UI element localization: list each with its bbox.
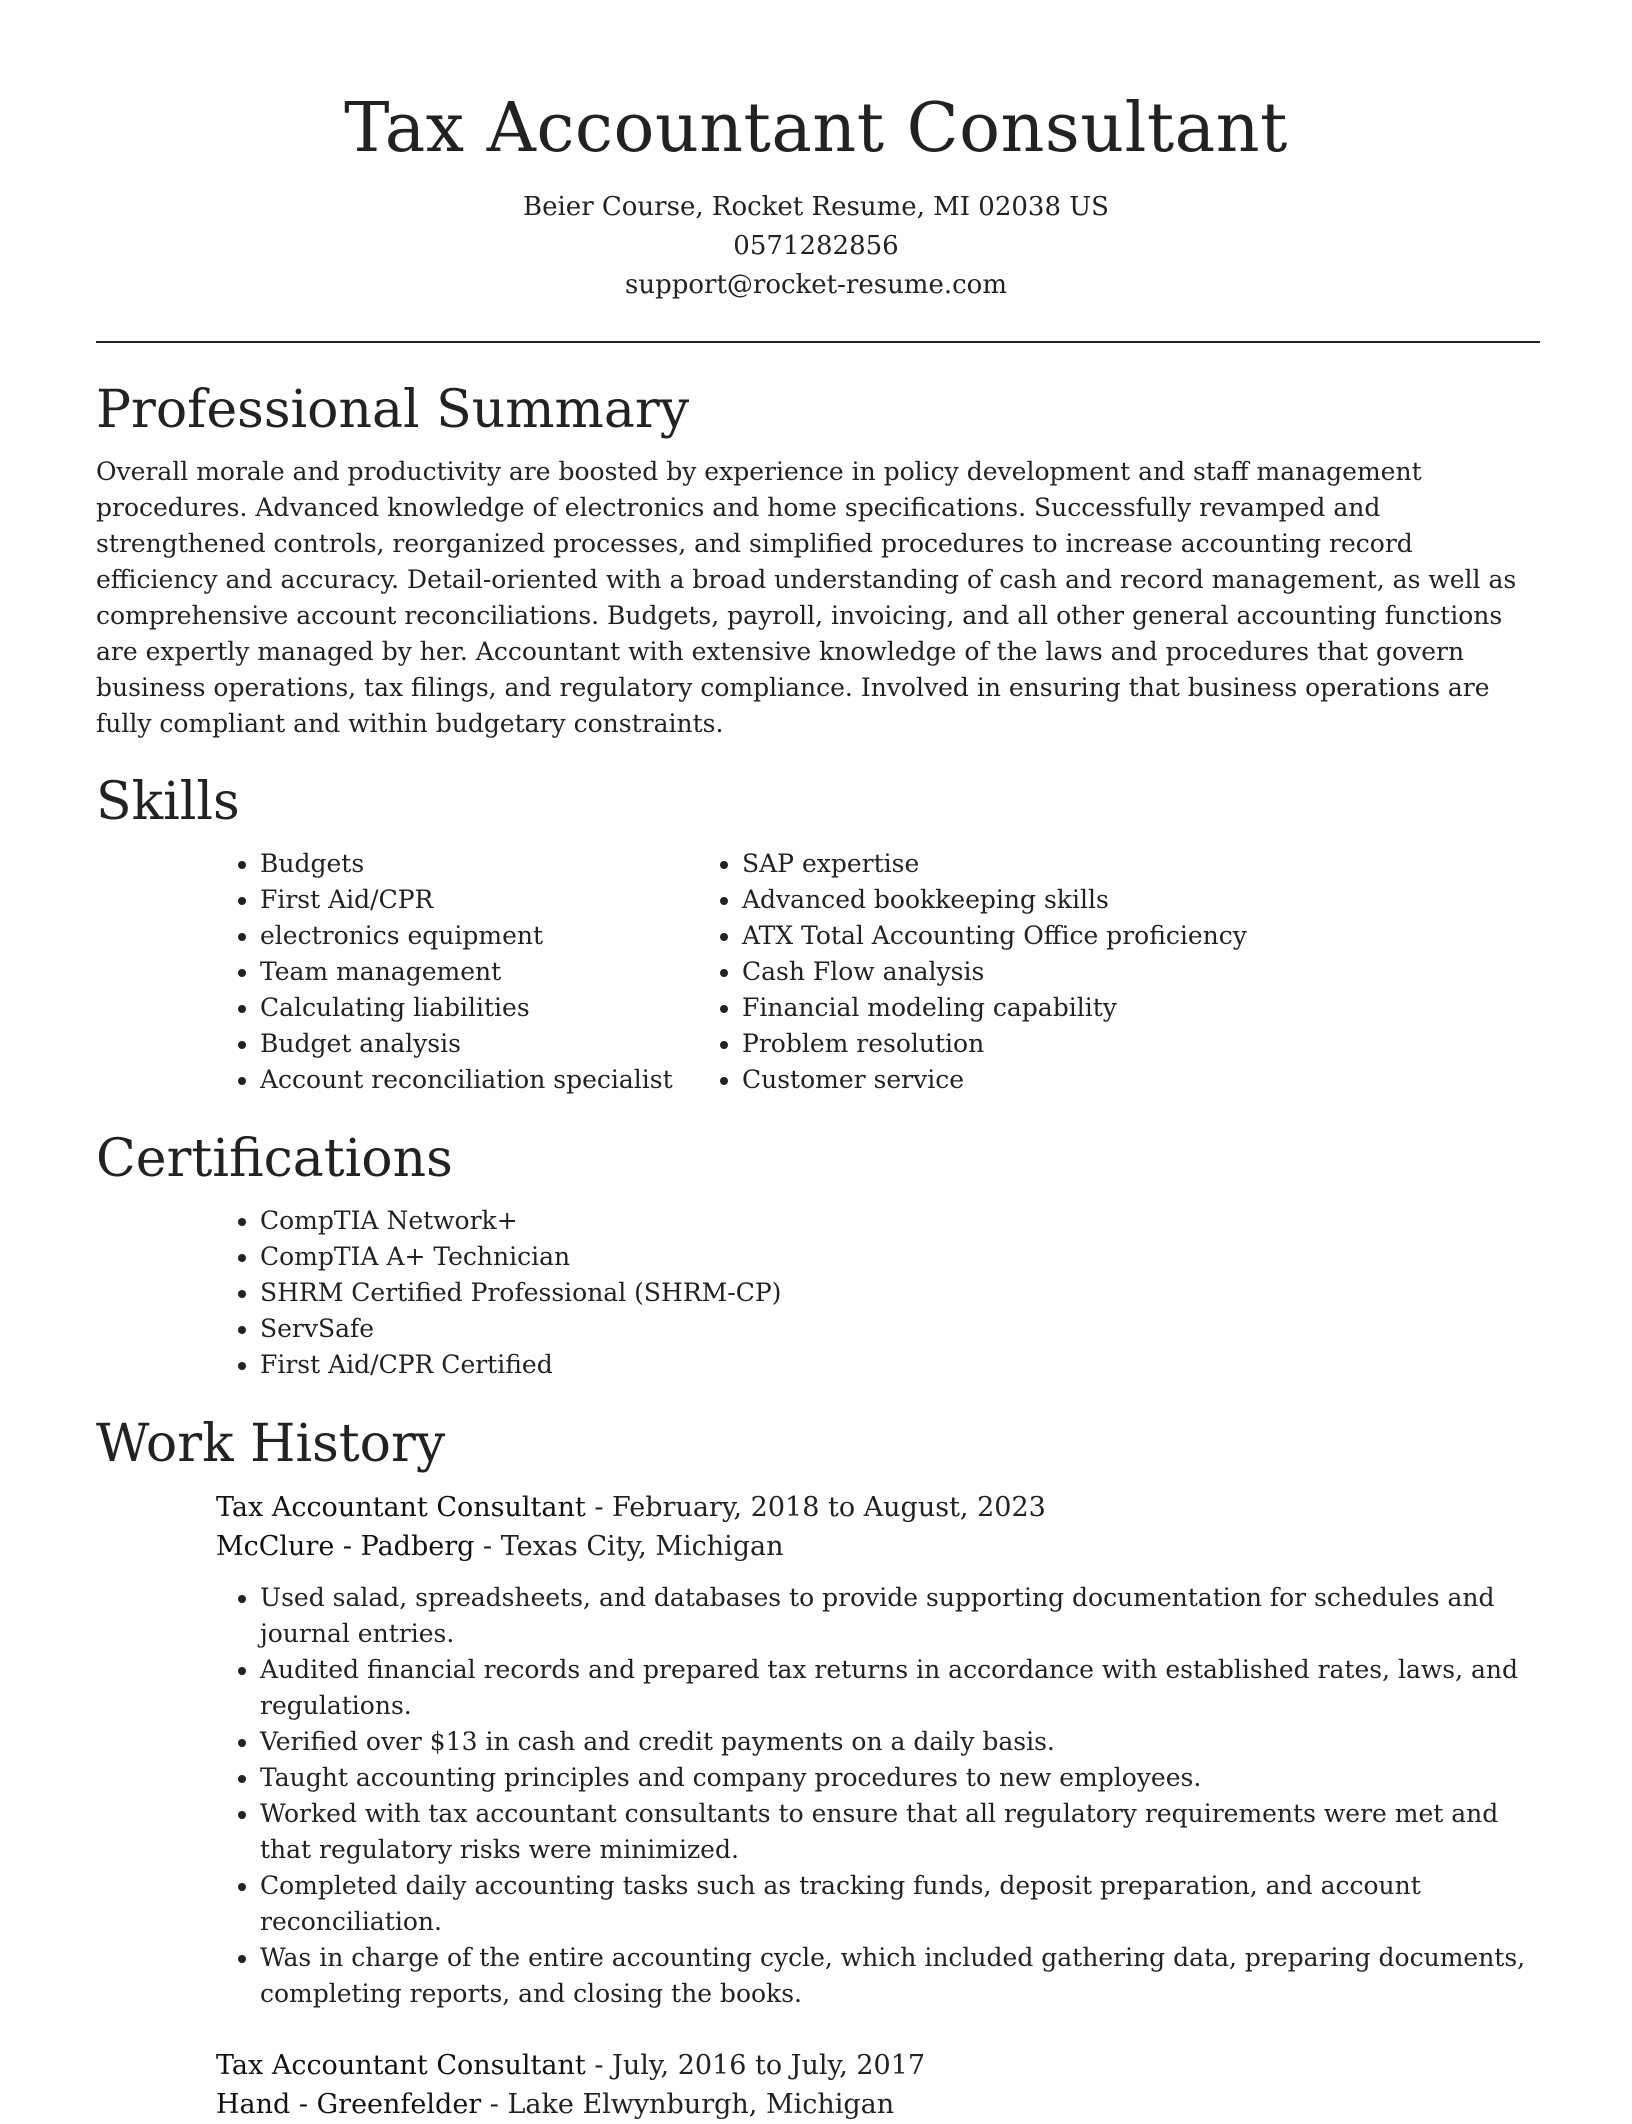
job-bullets — [96, 1580, 1540, 2012]
skill-item: • Budget analysis — [260, 1026, 746, 1062]
skill-item: • Budgets — [260, 846, 746, 882]
skills-column-left — [96, 846, 746, 1098]
skill-item: • Account reconciliation specialist — [260, 1062, 746, 1098]
phone: 0571282856 — [733, 231, 899, 261]
address: Beier Course, Rocket Resume, MI 02038 US — [523, 192, 1109, 222]
certifications-title: Certifications — [96, 1129, 453, 1189]
skills-column-right — [742, 846, 1392, 1098]
certification-item: • SHRM Certified Professional (SHRM-CP) — [260, 1275, 1540, 1311]
job-bullet: • Was in charge of the entire accounting cycle, which included gathering data, preparing documents, completing reports, and closing the books. — [260, 1940, 1540, 2012]
job-bullet: • Taught accounting principles and company procedures to new employees. — [260, 1760, 1540, 1796]
header-divider — [96, 341, 1540, 343]
job-dates: - July, 2016 to July, 2017 — [585, 2050, 926, 2081]
skills-title: Skills — [96, 772, 240, 832]
job-company-line — [216, 1527, 1540, 1566]
summary-section — [96, 378, 1540, 742]
job-bullet: • Used salad, spreadsheets, and databases to provide supporting documentation for schedules and journal entries. — [260, 1580, 1540, 1652]
resume-header — [0, 0, 1632, 305]
skills-columns — [96, 846, 1540, 1098]
candidate-name: Tax Accountant Consultant — [344, 89, 1288, 168]
job-entry — [216, 2046, 1540, 2124]
skill-item: • electronics equipment — [260, 918, 746, 954]
contact-block — [0, 188, 1632, 305]
certification-item: • ServSafe — [260, 1311, 1540, 1347]
job-entry — [216, 1488, 1540, 1566]
job-bullet: • Verified over $13 in cash and credit payments on a daily basis. — [260, 1724, 1540, 1760]
job-dates: - February, 2018 to August, 2023 — [585, 1492, 1046, 1523]
certifications-section — [96, 1127, 1540, 1383]
work-history-title: Work History — [96, 1414, 446, 1474]
job-bullet: • Completed daily accounting tasks such as tracking funds, deposit preparation, and account reconciliation. — [260, 1868, 1540, 1940]
skill-item: • Cash Flow analysis — [742, 954, 1392, 990]
skills-list-left — [96, 846, 746, 1098]
job-title: Tax Accountant Consultant — [216, 2050, 586, 2081]
job-company: Hand - Greenfelder — [216, 2089, 482, 2120]
certification-item: • CompTIA Network+ — [260, 1203, 1540, 1239]
certification-item: • CompTIA A+ Technician — [260, 1239, 1540, 1275]
job-location: - Lake Elwynburgh, Michigan — [481, 2089, 895, 2120]
certifications-list — [96, 1203, 1540, 1383]
job-bullet-list — [96, 1580, 1540, 2012]
skill-item: • Customer service — [742, 1062, 1392, 1098]
email: support@rocket-resume.com — [624, 270, 1007, 300]
job-location: - Texas City, Michigan — [474, 1531, 784, 1562]
skill-item: • First Aid/CPR — [260, 882, 746, 918]
skill-item: • Advanced bookkeeping skills — [742, 882, 1392, 918]
skill-item: • Team management — [260, 954, 746, 990]
skills-section — [96, 770, 1540, 1098]
summary-text: Overall morale and productivity are boosted by experience in policy development and staff management procedures. Advanced knowledge of electronics and home specifications. Successfully revamped and strengthened controls, reorganized processes, and simplified procedures to increase accounting record efficiency and accuracy. Detail-oriented with a broad understanding of cash and record management, as well as comprehensive account reconciliations. Budgets, payroll, invoicing, and all other general accounting functions are expertly managed by her. Accountant with extensive knowledge of the laws and procedures that govern business operations, tax filings, and regulatory compliance. Involved in ensuring that business operations are fully compliant and within budgetary constraints. — [96, 457, 1517, 738]
skill-item: • SAP expertise — [742, 846, 1392, 882]
skill-item: • Problem resolution — [742, 1026, 1392, 1062]
certification-item: • First Aid/CPR Certified — [260, 1347, 1540, 1383]
job-title: Tax Accountant Consultant — [216, 1492, 586, 1523]
skill-item: • Financial modeling capability — [742, 990, 1392, 1026]
job-bullet: • Worked with tax accountant consultants to ensure that all regulatory requirements were met and that regulatory risks were minimized. — [260, 1796, 1540, 1868]
job-title-line — [216, 2046, 1540, 2085]
summary-title: Professional Summary — [96, 380, 690, 440]
skill-item: • Calculating liabilities — [260, 990, 746, 1026]
job-bullet: • Audited financial records and prepared tax returns in accordance with established rates, laws, and regulations. — [260, 1652, 1540, 1724]
skills-list-right — [742, 846, 1392, 1098]
job-title-line — [216, 1488, 1540, 1527]
job-company-line — [216, 2085, 1540, 2124]
skill-item: • ATX Total Accounting Office proficiency — [742, 918, 1392, 954]
job-company: McClure - Padberg — [216, 1531, 475, 1562]
work-history-section — [96, 1412, 1540, 2124]
